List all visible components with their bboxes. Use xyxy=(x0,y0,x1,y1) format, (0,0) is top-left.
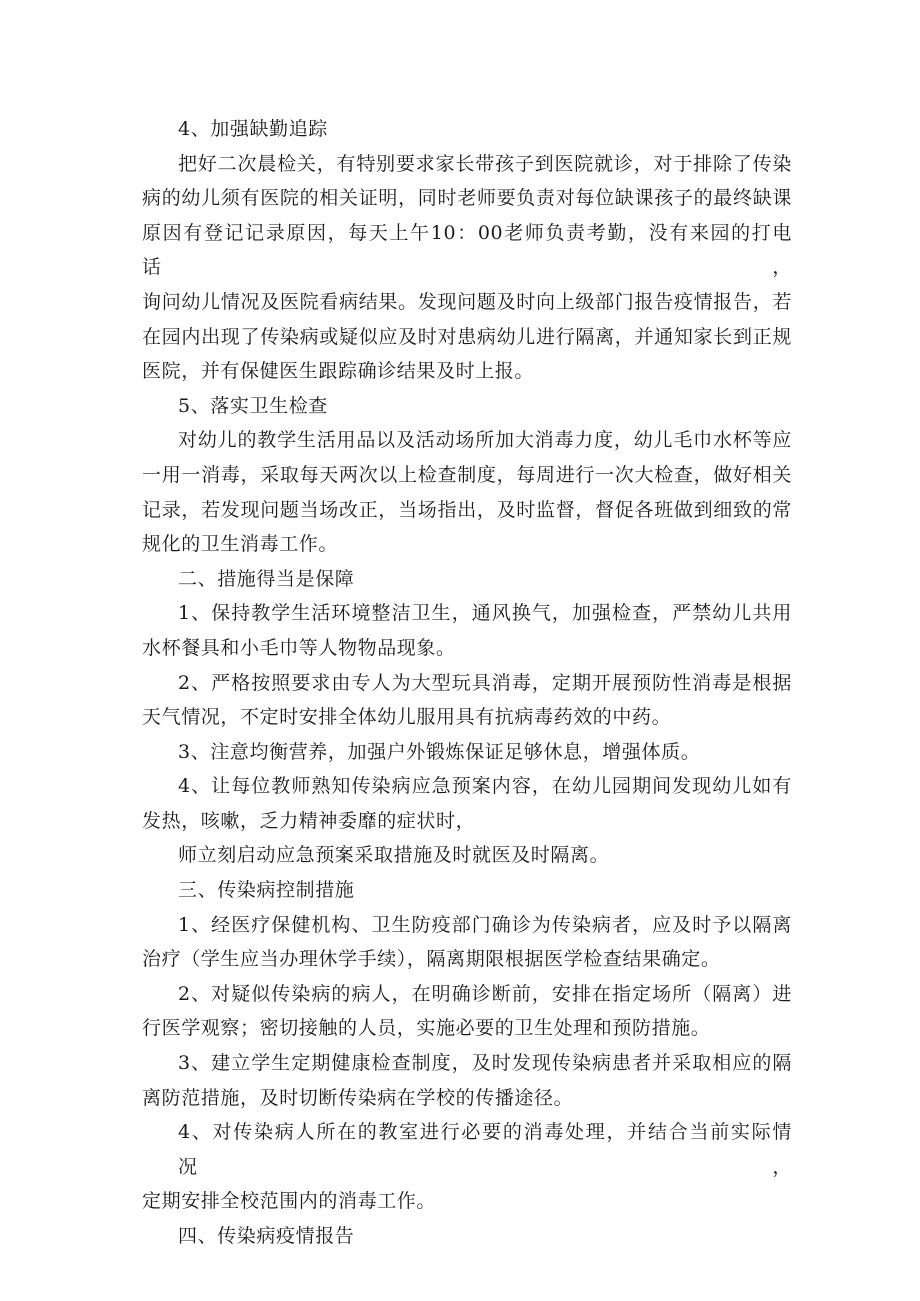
text-line: 询问幼儿情况及医院看病结果。发现问题及时向上级部门报告疫情报告，若 xyxy=(142,290,792,313)
text-line: 治疗（学生应当办理休学手续），隔离期限根据医学检查结果确定。 xyxy=(142,948,721,971)
text-line: 2、严格按照要求由专人为大型玩具消毒，定期开展预防性消毒是根据 xyxy=(178,671,792,694)
text-line: 行医学观察；密切接触的人员，实施必要的卫生处理和预防措施。 xyxy=(142,1017,711,1040)
text-line: 发热，咳嗽，乏力精神委靡的症状时， xyxy=(142,809,476,832)
text-line: 在园内出现了传染病或疑似应及时对患病幼儿进行隔离，并通知家长到正规 xyxy=(142,325,792,348)
text-line: 定期安排全校范围内的消毒工作。 xyxy=(142,1190,437,1213)
text-line: 规化的卫生消毒工作。 xyxy=(142,533,339,556)
text-line: 2、对疑似传染病的病人，在明确诊断前，安排在指定场所（隔离）进 xyxy=(178,982,792,1005)
text-line: 4、加强缺勤追踪 xyxy=(178,118,328,140)
text-line: 离防范措施，及时切断传染病在学校的传播途径。 xyxy=(142,1086,574,1109)
text-line: 记录，若发现问题当场改正，当场指出，及时监督，督促各班做到细致的常 xyxy=(142,498,792,521)
text-line: 一用一消毒，采取每天两次以上检查制度，每周进行一次大检查，做好相关 xyxy=(142,463,792,486)
text-line: 天气情况，不定时安排全体幼儿服用具有抗病毒药效的中药。 xyxy=(142,706,672,729)
text-line: 师立刻启动应急预案采取措施及时就医及时隔离。 xyxy=(178,844,610,867)
text-line: 病的幼儿须有医院的相关证明，同时老师要负责对每位缺课孩子的最终缺课 xyxy=(142,187,792,210)
text-line: 三、传染病控制措施 xyxy=(178,879,355,902)
text-line: 医院，并有保健医生跟踪确诊结果及时上报。 xyxy=(142,360,535,383)
text-line: 1、经医疗保健机构、卫生防疫部门确诊为传染病者，应及时予以隔离 xyxy=(178,913,792,936)
text-line: 对幼儿的教学生活用品以及活动场所加大消毒力度，幼儿毛巾水杯等应 xyxy=(178,429,792,452)
text-line: 原因有登记记录原因，每天上午10：00老师负责考勤，没有来园的打电话， xyxy=(142,221,792,279)
text-line: 水杯餐具和小毛巾等人物物品现象。 xyxy=(142,636,456,659)
text-line: 3、注意均衡营养，加强户外锻炼保证足够休息，增强体质。 xyxy=(178,740,701,763)
text-line: 5、落实卫生检查 xyxy=(178,394,328,417)
text-line: 把好二次晨检关，有特别要求家长带孩子到医院就诊，对于排除了传染 xyxy=(178,152,792,175)
document-page xyxy=(142,112,792,1254)
text-line: 二、措施得当是保障 xyxy=(178,567,355,590)
text-line: 1、保持教学生活环境整洁卫生，通风换气，加强检查，严禁幼儿共用 xyxy=(178,602,792,625)
text-line: 四、传染病疫情报告 xyxy=(178,1225,355,1247)
text-line: 4、对传染病人所在的教室进行必要的消毒处理，并结合当前实际情况， xyxy=(178,1121,792,1178)
text-line: 4、让每位教师熟知传染病应急预案内容，在幼儿园期间发现幼儿如有 xyxy=(178,775,792,798)
text-line: 3、建立学生定期健康检查制度，及时发现传染病患者并采取相应的隔 xyxy=(178,1052,792,1075)
